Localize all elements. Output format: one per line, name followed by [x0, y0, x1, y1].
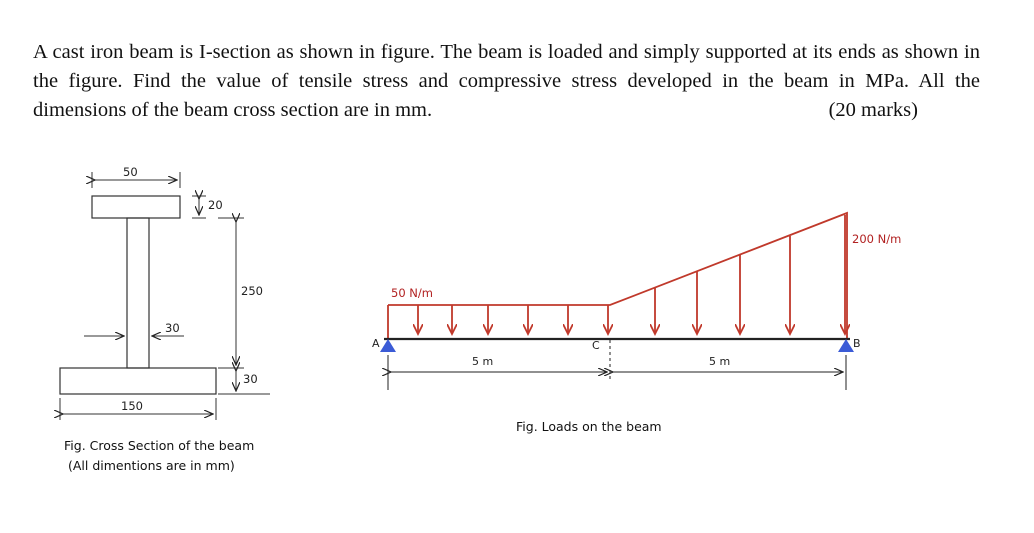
web	[127, 218, 149, 368]
dim-20	[192, 196, 223, 218]
cross-section-figure	[60, 165, 270, 473]
point-c-label: C	[592, 339, 600, 352]
point-a-label: A	[372, 337, 380, 350]
dim-30-web	[84, 321, 184, 336]
udl-label: 50 N/m	[391, 286, 433, 300]
top-flange	[92, 196, 180, 218]
question-body: A cast iron beam is I-section as shown in figure. The beam is loaded and simply supported at its ends as shown in the figure. Find the value of tensile stress and compressive stress developed in the beam in MPa. All the dimensions of the beam cross section are in mm.	[33, 41, 980, 121]
dim-20-label: 20	[208, 198, 223, 212]
udl-arrows	[418, 305, 608, 334]
bottom-flange	[60, 368, 216, 394]
dim-30-web-label: 30	[165, 321, 180, 335]
load-envelope	[388, 213, 847, 338]
span-cb-label: 5 m	[709, 355, 731, 368]
marks-label: (20 marks)	[828, 99, 918, 121]
dim-150	[60, 398, 216, 420]
span-dimensions	[388, 340, 846, 390]
dim-150-label: 150	[121, 399, 143, 413]
beam-caption: Fig. Loads on the beam	[516, 419, 662, 434]
uvl-arrows	[655, 215, 845, 334]
cross-section-caption: Fig. Cross Section of the beam	[64, 438, 255, 453]
cross-section-caption-note: (All dimentions are in mm)	[68, 458, 235, 473]
point-b-label: B	[853, 337, 861, 350]
max-load-label: 200 N/m	[852, 232, 902, 246]
dim-30-flange	[218, 371, 270, 394]
beam-figure	[372, 213, 901, 434]
span-ac-label: 5 m	[472, 355, 494, 368]
support-b-icon	[838, 339, 854, 352]
dim-50	[92, 165, 180, 188]
dim-250	[218, 218, 263, 368]
dim-30-flange-label: 30	[243, 372, 258, 386]
dim-50-label: 50	[123, 165, 138, 179]
support-a-icon	[380, 339, 396, 352]
dim-250-label: 250	[241, 284, 263, 298]
